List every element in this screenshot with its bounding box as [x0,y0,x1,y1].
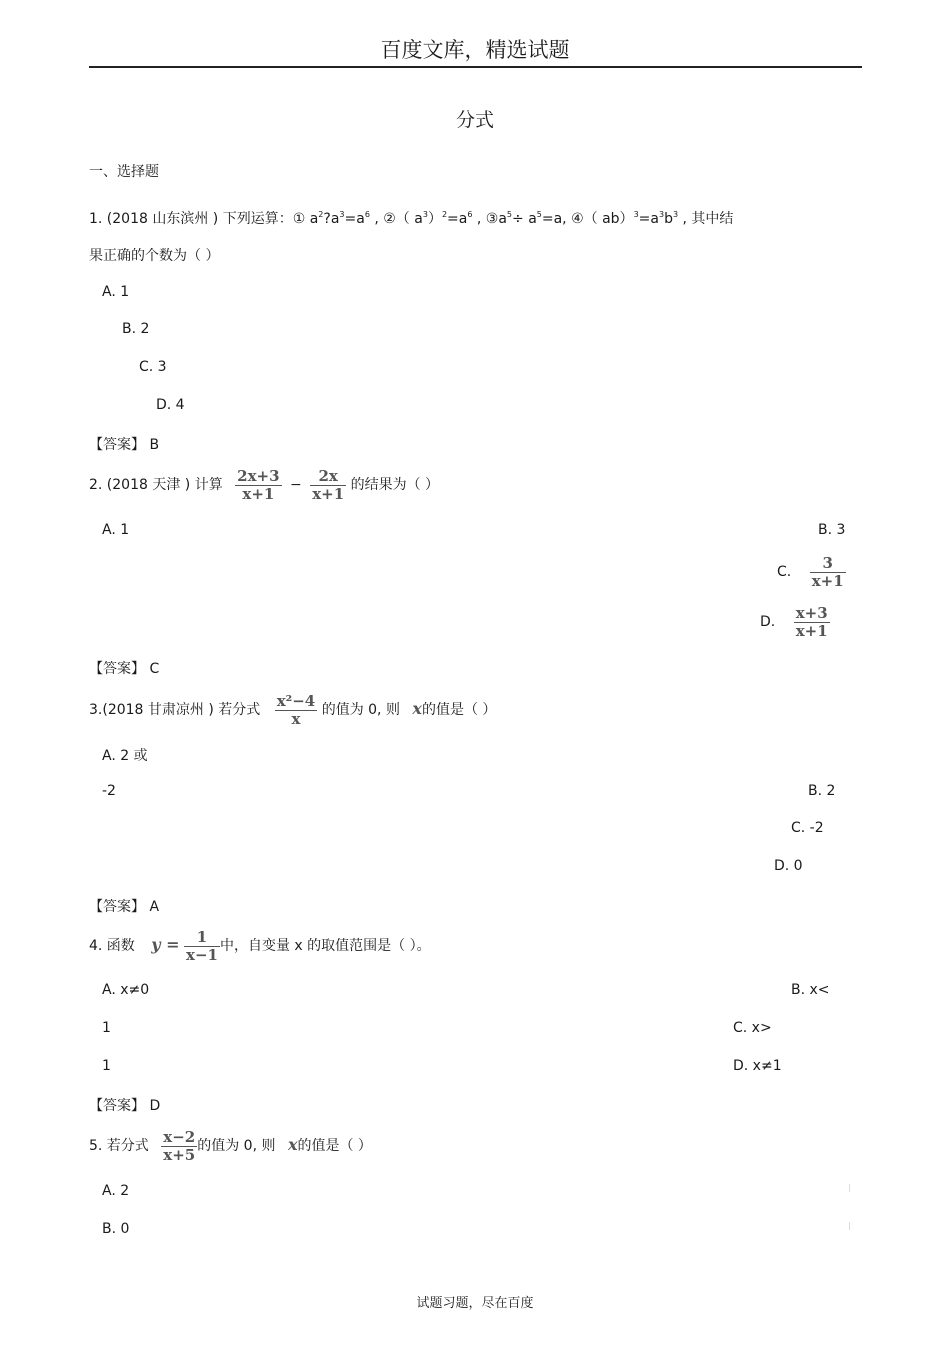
q4-answer: 【答案】 D [89,1098,161,1114]
q3-middle: 的值为 0, 则 [321,702,400,718]
fraction-numerator: 2x+3 [237,466,280,485]
q3-option-d: D. 0 [774,858,803,874]
fraction-denominator: x+5 [163,1145,196,1164]
fraction-denominator: x [275,710,318,728]
scan-artifact [849,1222,850,1230]
q4-option-b: B. x< [791,982,830,998]
q3-option-a: A. 2 或 [102,748,148,764]
q1-text: ） [427,211,442,227]
q3-suffix: 的值是（ ） [421,702,497,718]
q1-option-c: C. 3 [139,359,167,375]
q3-option-a-continued: -2 [102,783,116,799]
question-2 [89,465,439,505]
fraction-denominator: x+1 [811,571,844,590]
question-1-line-2: 果正确的个数为（ ） [89,248,220,264]
q2-answer: 【答案】 C [89,661,160,677]
fraction-denominator: x+1 [795,621,828,640]
q3-prefix: 3.(2018 甘肃凉州 ) 若分式 [89,702,261,718]
option-label: C. [777,564,792,580]
q2-fraction-1 [235,468,281,503]
fraction-numerator: x²−4 [276,691,316,710]
q1-text: =a, ④（ ab） [541,211,634,227]
q5-option-b: B. 0 [102,1221,130,1237]
q1-text: , ③a [472,211,507,227]
q1-text: 1. (2018 山东滨州 ) 下列运算：① a [89,211,319,227]
q1-sup: 3 [672,210,679,219]
q1-sup: 3 [422,210,428,219]
fraction-denominator: x−1 [186,945,218,964]
page-header-title: 百度文库，精选试题 [380,38,570,62]
q1-text: , ②（ a [369,211,423,227]
q2-option-c-fraction [810,555,846,590]
q3-answer: 【答案】 A [89,899,160,915]
q1-text: b [664,211,673,227]
q1-sup: 6 [364,210,370,219]
q5-variable: x [287,1135,298,1154]
q2-option-d [760,603,830,641]
q5-fraction [161,1129,197,1164]
q3-fraction [275,693,318,728]
q1-option-d: D. 4 [156,397,185,413]
q2-option-b: B. 3 [818,522,846,538]
q4-suffix: 中，自变量 x 的取值范围是（ ）。 [219,938,431,954]
q5-option-a: A. 2 [102,1183,130,1199]
question-1-line-1 [89,208,733,228]
q1-sup: 6 [467,210,473,219]
q1-text: ÷ a [512,211,537,227]
q1-text: =a [447,211,468,227]
q1-sup: 2 [318,210,324,219]
question-3 [89,690,496,729]
q1-sup: 3 [339,210,345,219]
q3-option-b: B. 2 [808,783,836,799]
fraction-denominator: x+1 [235,485,281,503]
q1-sup: 5 [536,210,542,219]
q4-equation-lhs: y = [151,935,180,954]
q1-text: =a [638,211,659,227]
question-4 [89,926,431,965]
q2-suffix: 的结果为（ ） [350,477,440,493]
q1-text: , 其中结 [678,211,734,227]
q2-option-d-fraction [794,605,830,640]
header-divider [89,66,862,68]
q5-suffix: 的值是（ ） [297,1138,372,1154]
fraction-numerator: x+3 [795,603,828,622]
q4-option-c-continued: 1 [102,1058,111,1074]
document-title: 分式 [455,109,494,131]
q2-fraction-2 [310,468,346,503]
q1-answer: 【答案】 B [89,437,160,453]
q5-prefix: 5. 若分式 [89,1138,149,1154]
q4-option-c: C. x> [733,1020,772,1036]
fraction-numerator: 3 [822,553,833,572]
fraction-numerator: 2x [318,466,338,485]
question-5 [89,1126,372,1165]
q1-sup: 2 [441,210,448,219]
q2-prefix: 2. (2018 天津 ) 计算 [89,477,223,493]
q1-text: ?a [323,211,340,227]
option-label: D. [760,614,776,630]
minus-sign: − [290,477,302,493]
q1-option-b: B. 2 [122,321,150,337]
q1-text: =a [344,211,365,227]
q1-sup: 3 [633,210,639,219]
q4-fraction [184,929,220,964]
q4-option-d: D. x≠1 [733,1058,782,1074]
q2-option-a: A. 1 [102,522,130,538]
q1-sup: 5 [506,210,513,219]
q2-option-c [777,553,846,591]
page-footer: 试题习题，尽在百度 [416,1296,534,1311]
q1-sup: 3 [658,210,665,219]
q1-option-a: A. 1 [102,284,130,300]
fraction-numerator: 1 [196,927,208,946]
section-title: 一、选择题 [89,164,159,180]
fraction-numerator: x−2 [163,1127,196,1146]
q3-option-c: C. -2 [791,820,824,836]
q4-option-a: A. x≠0 [102,982,150,998]
q5-middle: 的值为 0, 则 [197,1138,276,1154]
q3-variable: x [412,699,422,718]
fraction-denominator: x+1 [312,484,345,503]
q4-option-b-continued: 1 [102,1020,111,1036]
scan-artifact [849,1184,850,1192]
q4-prefix: 4. 函数 [89,938,135,954]
